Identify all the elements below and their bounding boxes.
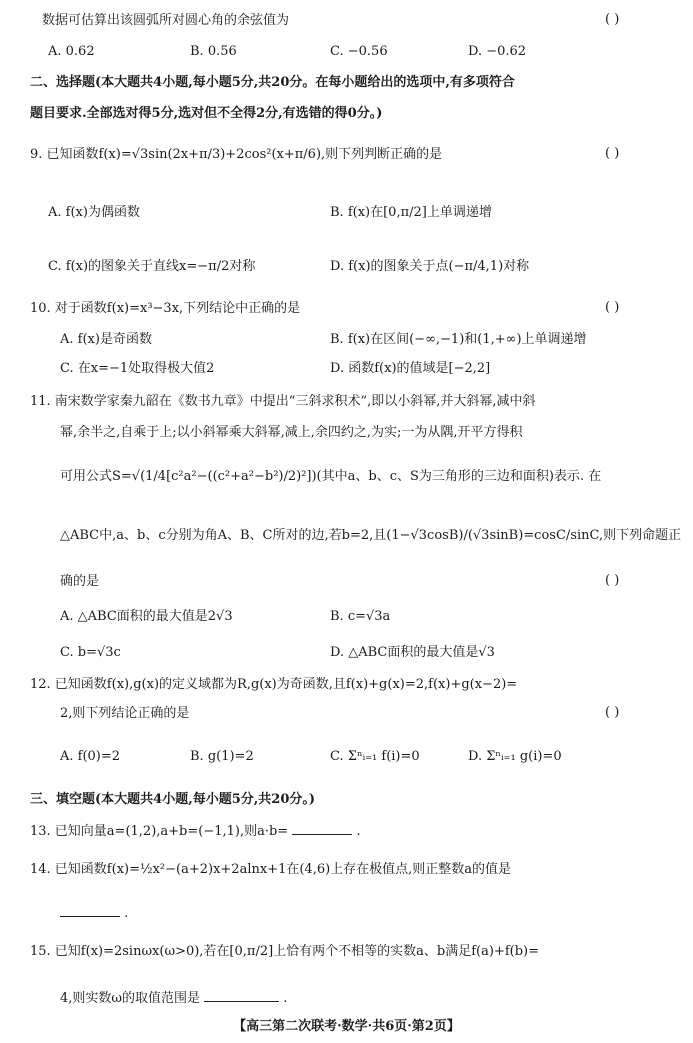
question-9-stem: 9. 已知函数f(x)=√3sin(2x+π/3)+2cos²(x+π/6),则下列判断正确的是 xyxy=(30,147,443,162)
option-b: B. f(x)在[0,π/2]上单调递增 xyxy=(330,205,492,220)
option-b: B. 0.56 xyxy=(190,44,237,59)
option-c: C. −0.56 xyxy=(330,44,388,59)
option-c: C. 在x=−1处取得极大值2 xyxy=(60,361,215,376)
answer-paren: ( ) xyxy=(605,573,620,588)
option-c: C. b=√3c xyxy=(60,645,121,660)
question-11-line: △ABC中,a、b、c分别为角A、B、C所对的边,若b=2,且(1−√3cosB)/(√3sinB)=cosC/sinC,则下列命题正 xyxy=(60,528,682,543)
question-15-end: . xyxy=(283,991,288,1006)
question-14-end: . xyxy=(124,906,129,921)
option-a: A. f(x)为偶函数 xyxy=(48,205,140,220)
option-d: D. Σⁿᵢ₌₁ g(i)=0 xyxy=(468,749,562,764)
answer-blank[interactable] xyxy=(204,987,279,1002)
option-a: A. △ABC面积的最大值是2√3 xyxy=(60,609,233,624)
option-b: B. c=√3a xyxy=(330,609,391,624)
question-15-text: 4,则实数ω的取值范围是 xyxy=(60,991,201,1006)
question-11-line: 11. 南宋数学家秦九韶在《数书九章》中提出“三斜求积术”,即以小斜幂,并大斜幂,减中斜 xyxy=(30,394,536,409)
question-15-line: 15. 已知f(x)=2sinωx(ω>0),若在[0,π/2]上恰有两个不相等的实数a、b满足f(a)+f(b)= xyxy=(30,944,540,959)
section-heading-cont: 题目要求.全部选对得5分,选对但不全得2分,有选错的得0分。) xyxy=(30,106,383,121)
answer-paren: ( ) xyxy=(605,146,620,161)
option-c: C. f(x)的图象关于直线x=−π/2对称 xyxy=(48,259,256,274)
option-d: D. 函数f(x)的值域是[−2,2] xyxy=(330,361,491,376)
question-15-line xyxy=(60,987,287,1008)
question-14-line: 14. 已知函数f(x)=½x²−(a+2)x+2alnx+1在(4,6)上存在极值点,则正整数a的值是 xyxy=(30,862,512,877)
option-d: D. −0.62 xyxy=(468,44,527,59)
option-d: D. △ABC面积的最大值是√3 xyxy=(330,645,495,660)
question-10-stem: 10. 对于函数f(x)=x³−3x,下列结论中正确的是 xyxy=(30,301,301,316)
option-d: D. f(x)的图象关于点(−π/4,1)对称 xyxy=(330,259,530,274)
question-13-end: . xyxy=(356,824,361,839)
question-text: 数据可估算出该圆弧所对圆心角的余弦值为 xyxy=(42,13,290,28)
option-c: C. Σⁿᵢ₌₁ f(i)=0 xyxy=(330,749,420,764)
question-11-formula-line: 可用公式S=√(1/4[c²a²−((c²+a²−b²)/2)²])(其中a、b、c、S为三角形的三边和面积)表示. 在 xyxy=(60,469,602,484)
answer-paren: ( ) xyxy=(605,300,620,315)
question-12-line: 12. 已知函数f(x),g(x)的定义域都为R,g(x)为奇函数,且f(x)+g(x)=2,f(x)+g(x−2)= xyxy=(30,677,518,692)
answer-paren: ( ) xyxy=(605,705,620,720)
question-11-line: 幂,余半之,自乘于上;以小斜幂乘大斜幂,减上,余四约之,为实;一为从隅,开平方得积 xyxy=(60,425,523,440)
answer-blank[interactable] xyxy=(292,820,352,835)
question-13-text: 13. 已知向量a=(1,2),a+b=(−1,1),则a·b= xyxy=(30,824,289,839)
question-11-line: 确的是 xyxy=(60,574,100,589)
option-b: B. f(x)在区间(−∞,−1)和(1,+∞)上单调递增 xyxy=(330,332,587,347)
question-14-blank-line xyxy=(60,902,128,923)
option-a: A. 0.62 xyxy=(48,44,95,59)
section-heading: 三、填空题(本大题共4小题,每小题5分,共20分。) xyxy=(30,792,316,807)
page-footer: 【高三第二次联考·数学·共6页·第2页】 xyxy=(233,1019,460,1034)
question-13 xyxy=(30,820,361,841)
answer-blank[interactable] xyxy=(60,902,120,917)
option-a: A. f(0)=2 xyxy=(60,749,121,764)
option-b: B. g(1)=2 xyxy=(190,749,254,764)
answer-paren: ( ) xyxy=(605,12,620,27)
question-12-line: 2,则下列结论正确的是 xyxy=(60,706,190,721)
section-heading: 二、选择题(本大题共4小题,每小题5分,共20分。在每小题给出的选项中,有多项符合 xyxy=(30,75,515,90)
option-a: A. f(x)是奇函数 xyxy=(60,332,152,347)
